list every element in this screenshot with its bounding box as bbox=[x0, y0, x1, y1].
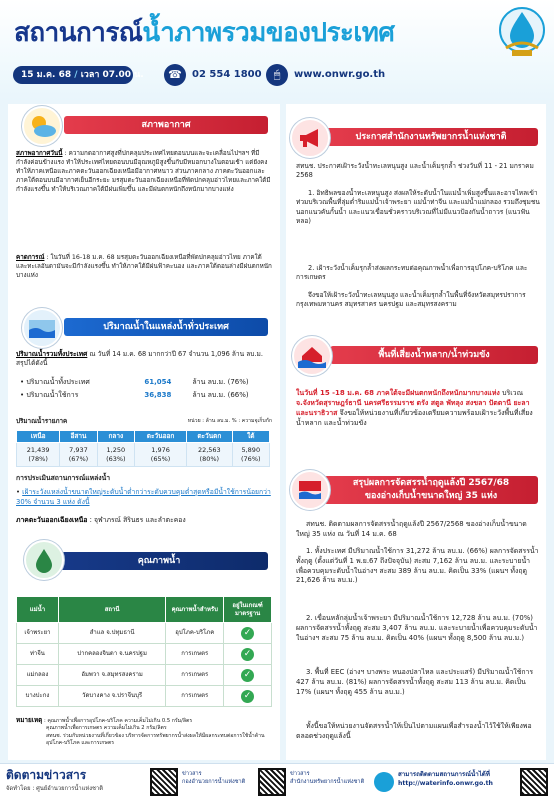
table-cell: 1,250 (63%) bbox=[97, 443, 134, 467]
onwr-logo-icon bbox=[496, 4, 548, 60]
table-cell bbox=[224, 623, 272, 644]
table-header: อยู่ในเกณฑ์มาตรฐาน bbox=[224, 597, 272, 623]
table-cell: 5,890 (76%) bbox=[232, 443, 269, 467]
table-header: ตะวันออก bbox=[135, 431, 187, 443]
table-header: อีสาน bbox=[60, 431, 97, 443]
qr1-caption: ข่าวสาร กองอำนวยการน้ำแห่งชาติ bbox=[182, 771, 246, 785]
dam-gate-icon bbox=[290, 470, 330, 510]
check-icon: ✓ bbox=[241, 627, 254, 640]
follow-title: ติดตามข่าวสาร bbox=[6, 768, 87, 782]
table-cell: 7,937 (67%) bbox=[60, 443, 97, 467]
page-title: สถานการณ์น้ำภาพรวมของประเทศ bbox=[14, 18, 395, 48]
quality-heading: คุณภาพน้ำ bbox=[50, 552, 268, 570]
table-header: เหนือ bbox=[17, 431, 60, 443]
producer-text: จัดทำโดย : ศูนย์อำนวยการน้ำแห่งชาติ bbox=[6, 786, 103, 792]
app-url-link[interactable]: http://waterinfo.onwr.go.th bbox=[398, 780, 493, 788]
watch-title: การประเมินสถานการณ์แหล่งน้ำ bbox=[16, 474, 111, 482]
sun-cloud-icon bbox=[22, 106, 62, 146]
allocation-p1: 1. ทั้งประเทศ มีปริมาณน้ำใช้การ 31,272 ล้าน ลบ.ม. (66%) ผลการจัดสรรน้ำทั้งฤดู (ตั้งแต่วันที่ 1 พ.ย.67 ถึงปัจจุบัน) สะสม 7,162 ล้าน ลบ.ม. และระบายน้ำเพื่อควบคุมระดับน้ำในอ่างฯ สะสม 389 ล้าน ลบ.ม. คิดเป็น 33% (แผนฯ ทั้งฤดู 21,626 ล้าน ลบ.ม.) bbox=[296, 547, 539, 585]
check-icon: ✓ bbox=[241, 669, 254, 682]
table-row bbox=[17, 665, 272, 686]
table-header: สถานี bbox=[58, 597, 166, 623]
table-cell bbox=[224, 686, 272, 707]
qr-code-icon[interactable] bbox=[150, 768, 178, 796]
table-row bbox=[17, 686, 272, 707]
announcement-p1: 1. อิทธิพลของน้ำทะเลหนุนสูง ส่งผลให้ระดับน้ำในแม่น้ำเพิ่มสูงขึ้นและอาจไหลเข้าท่วมบริเวณพื้นที่ลุ่มต่ำริมแม่น้ำเจ้าพระยา แม่น้ำท่าจีน และแม่น้ำแม่กลอง รวมถึงชุมชนนอกแนวคันกั้นน้ำ และแนวเขื่อนชั่วคราวบริเวณที่ไม่มีแนวป้องกันน้ำถาวร (แนวฟันหลอ) bbox=[296, 189, 540, 226]
water-volume-heading: ปริมาณน้ำในแหล่งน้ำทั่วประเทศ bbox=[64, 318, 268, 336]
region-title: ปริมาณน้ำรายภาค bbox=[16, 418, 68, 425]
check-icon: ✓ bbox=[241, 690, 254, 703]
dam-icon bbox=[22, 308, 62, 348]
qr2-caption: ข่าวสาร สำนักงานทรัพยากรน้ำแห่งชาติ bbox=[290, 771, 365, 785]
app-caption: สามารถติดตามสถานการณ์น้ำได้ที่ http://waterinfo.onwr.go.th bbox=[398, 771, 493, 788]
header bbox=[0, 0, 554, 100]
table-cell: 21,439 (78%) bbox=[17, 443, 60, 467]
water-volume-summary: ปริมาณน้ำรวมทั้งประเทศ ณ วันที่ 14 ม.ค. 68 มากกว่าปี 67 จำนวน 1,096 ล้าน ลบ.ม. สรุปได้ดังนี้ bbox=[16, 350, 263, 368]
table-cell: วัดบางคาง จ.ปราจีนบุรี bbox=[58, 686, 166, 707]
table-cell: อุปโภค-บริโภค bbox=[166, 623, 224, 644]
table-cell: การเกษตร bbox=[166, 665, 224, 686]
allocation-intro: สทนช. ติดตามผลการจัดสรรน้ำฤดูแล้งปี 2567/2568 ของอ่างเก็บน้ำขนาดใหญ่ 35 แห่ง ณ วันที่ 14 ม.ค. 68 bbox=[296, 520, 527, 538]
table-cell: การเกษตร bbox=[166, 644, 224, 665]
table-cell bbox=[224, 665, 272, 686]
watch-dams: ภาคตะวันออกเฉียงเหนือ : จุฬาภรณ์ สิรินธร และลำตะคอง bbox=[16, 516, 186, 524]
table-cell: อัมพวา จ.สมุทรสงคราม bbox=[58, 665, 166, 686]
website-link[interactable]: www.onwr.go.th bbox=[294, 69, 386, 80]
table-cell: การเกษตร bbox=[166, 686, 224, 707]
table-cell: สำแล จ.ปทุมธานี bbox=[58, 623, 166, 644]
megaphone-icon bbox=[290, 118, 330, 158]
web-icon: 🖱 bbox=[266, 64, 288, 86]
table-row bbox=[17, 623, 272, 644]
table-cell: 22,563 (80%) bbox=[187, 443, 232, 467]
table-header: กลาง bbox=[97, 431, 134, 443]
footer bbox=[0, 763, 554, 800]
table-cell: เจ้าพระยา bbox=[17, 623, 59, 644]
table-cell: ปากคลองจินดา จ.นครปฐม bbox=[58, 644, 166, 665]
phone-icon: ☎ bbox=[164, 64, 186, 86]
qr-code-icon[interactable] bbox=[258, 768, 286, 796]
qr-code-icon[interactable] bbox=[520, 768, 548, 796]
allocation-heading: สรุปผลการจัดสรรน้ำฤดูแล้งปี 2567/68 ของอ่างเก็บน้ำขนาดใหญ่ 35 แห่ง bbox=[324, 476, 538, 504]
table-header: แม่น้ำ bbox=[17, 597, 59, 623]
quality-table bbox=[16, 596, 272, 707]
table-cell: 1,976 (65%) bbox=[135, 443, 187, 467]
weather-heading: สภาพอากาศ bbox=[64, 116, 268, 134]
announcement-heading: ประกาศสำนักงานทรัพยากรน้ำแห่งชาติ bbox=[324, 128, 538, 146]
water-volume-list bbox=[20, 378, 270, 404]
table-cell bbox=[224, 644, 272, 665]
waterinfo-logo-icon bbox=[374, 772, 394, 792]
table-cell: ท่าจีน bbox=[17, 644, 59, 665]
weather-forecast-text: คาดการณ์ : ในวันที่ 16-18 ม.ค. 68 มรสุมตะวันออกเฉียงเหนือที่พัดปกคลุมอ่าวไทย ภาคใต้ และทะเลอันดามันจะมีกำลังแรงขึ้น ทำให้ภาคใต้มีฝนฟ้าคะนอง และภาคใต้ตอนล่างมีฝนตกหนักบางแห่ง bbox=[16, 254, 272, 279]
table-row bbox=[17, 644, 272, 665]
announcement-intro: สทนช. ประกาศเฝ้าระวังน้ำทะเลหนุนสูง และน้ำเค็มรุกล้ำ ช่วงวันที่ 11 - 21 มกราคม 2568 bbox=[296, 162, 534, 180]
table-cell: บางปะกง bbox=[17, 686, 59, 707]
table-row bbox=[17, 443, 270, 467]
risk-text: ในวันที่ 15 -18 ม.ค. 68 ภาคใต้จะมีฝนตกหนักถึงหนักมากบางแห่ง บริเวณ จ.จังหวัดสุราษฎร์ธานี นครศรีธรรมราช ตรัง สตูล พัทลุง สงขลา ปัตตานี ยะลา และนราธิวาส จึงขอให้หน่วยงานที่เกี่ยวข้องเตรียมความพร้อมเฝ้าระวังพื้นที่เสี่ยงน้ำหลาก และน้ำท่วมขัง bbox=[296, 389, 533, 428]
table-header: คุณภาพน้ำสำหรับ bbox=[166, 597, 224, 623]
allocation-p2: 2. เขื่อนหลักลุ่มน้ำเจ้าพระยา มีปริมาณน้ำใช้การ 12,728 ล้าน ลบ.ม. (70%) ผลการจัดสรรน้ำทั้งฤดู สะสม 3,407 ล้าน ลบ.ม. และระบายน้ำเพื่อควบคุมระดับน้ำในอ่างฯ สะสม 75 ล้าน ลบ.ม. คิดเป็น 40% (แผนฯ ทั้งฤดู 8,500 ล้าน ลบ.ม.) bbox=[296, 614, 538, 642]
table-header: ใต้ bbox=[232, 431, 269, 443]
water-drop-icon bbox=[24, 540, 64, 580]
date-time-pill: 15 ม.ค. 68 / เวลา 07.00 น. bbox=[13, 66, 133, 84]
phone-number[interactable]: 02 554 1800 bbox=[192, 69, 262, 80]
risk-heading: พื้นที่เสี่ยงน้ำหลาก/น้ำท่วมขัง bbox=[330, 346, 538, 364]
check-icon: ✓ bbox=[241, 648, 254, 661]
allocation-p4: ทั้งนี้ขอให้หน่วยงานจัดสรรน้ำให้เป็นไปตามแผนเพื่อสำรองน้ำไว้ใช้ให้เพียงพอตลอดช่วงฤดูแล้งนี้ bbox=[296, 722, 532, 740]
weather-today-text: สภาพอากาศวันนี้ : ความกดอากาศสูงที่ปกคลุมประเทศไทยตอนบนและจะเคลื่อนไปฯลฯ ที่มีกำลังค่อนข้างแรง ทำให้ประเทศไทยตอนบนมีอุณหภูมิสูงขึ้นกับมีหมอกบางในตอนเช้า แต่ยังคงทำให้ภาคเหนือและภาคตะวันออกเฉียงเหนือมีอากาศหนาว ส่วนภาคกลาง ภาคตะวันออกและภาคใต้ตอนบนมีอากาศเย็นอีกระยะ มรสุมตะวันออกเฉียงเหนือที่พัดปกคลุมอ่าวไทยและภาคใต้มีกำลังแรงขึ้น ทำให้บริเวณภาคใต้มีฝนเพิ่มขึ้น และมีฝนตกหนักถึงหนักมากบางแห่ง bbox=[16, 150, 271, 193]
flood-house-icon bbox=[292, 336, 332, 376]
region-table bbox=[16, 430, 270, 467]
announcement-p2: 2. เฝ้าระวังน้ำเค็มรุกล้ำส่งผลกระทบต่อคุณภาพน้ำเพื่อการอุปโภค-บริโภค และการเกษตร bbox=[296, 264, 528, 282]
watch-text: • เฝ้าระวังแหล่งน้ำขนาดใหญ่ระดับน้ำต่ำกว่าระดับควบคุมต่ำสุดหรือมีน้ำใช้การน้อยกว่า 30% จำนวน 3 แห่ง ดังนี้ bbox=[16, 488, 271, 506]
table-cell: แม่กลอง bbox=[17, 665, 59, 686]
list-item: • ปริมาณน้ำทั้งประเทศ 61,054 ล้าน ลบ.ม. (76%) bbox=[20, 378, 249, 386]
allocation-p3: 3. พื้นที่ EEC (อ่างฯ บางพระ หนองปลาไหล และประแสร์) มีปริมาณน้ำใช้การ 427 ล้าน ลบ.ม. (81%) ผลการจัดสรรน้ำทั้งฤดู สะสม 113 ล้าน ลบ.ม. คิดเป็น 17% (แผนฯ ทั้งฤดู 455 ล้าน ลบ.ม.) bbox=[296, 668, 534, 696]
table-header: ตะวันตก bbox=[187, 431, 232, 443]
region-unit-note: หน่วย : ล้าน ลบ.ม. % : ความจุเก็บกัก bbox=[187, 418, 272, 424]
list-item: • ปริมาณน้ำใช้การ 36,838 ล้าน ลบ.ม. (66%) bbox=[20, 391, 249, 399]
quality-notes: หมายเหตุ : คุณภาพน้ำเพื่อการอุปโภค-บริโภค ความเค็มไม่เกิน 0.5 กรัม/ลิตร คุณภาพน้ำเพื่อการเกษตร ความเค็มไม่เกิน 2 กรัม/ลิตร สทนช. ร่วมกับหน่วยงานที่เกี่ยวข้อง บริหารจัดการทรัพยากรน้ำส่งผลให้มีผลกระทบต่อการใช้น้ำด้านอุปโภค-บริโภค และการเกษตร bbox=[16, 716, 265, 746]
announcement-p3: จึงขอให้เฝ้าระวังน้ำทะเลหนุนสูง และน้ำเค็มรุกล้ำในพื้นที่จังหวัดสมุทรปราการ กรุงเทพมหานคร สมุทรสาคร นครปฐม และสมุทรสงคราม bbox=[296, 291, 526, 309]
